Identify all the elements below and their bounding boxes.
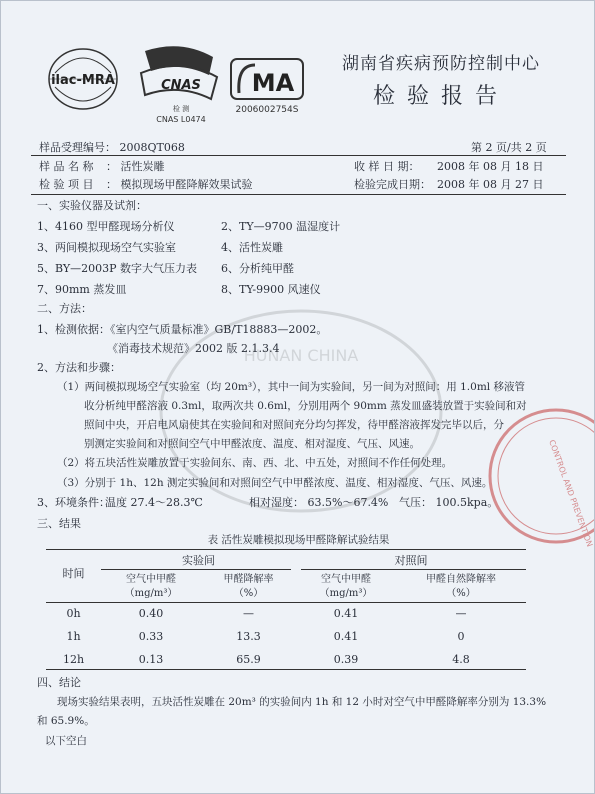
complete-date: 2008 年 08 月 27 日 <box>437 178 544 191</box>
accreditation-logos <box>41 37 311 127</box>
section1-title: 一、实验仪器及试剂： <box>37 199 147 212</box>
cell-exp-rate: 13.3 <box>236 630 261 643</box>
env-label: 3、环境条件： <box>37 496 110 509</box>
group-experiment-header: 实验间 <box>182 554 215 567</box>
header-exp-conc: 空气中甲醛 <box>126 574 176 585</box>
cell-time: 1h <box>66 630 81 643</box>
step3: （3）分别于 1h、12h 测定实验间和对照间空气中甲醛浓度、温度、相对湿度、气压、风速。 <box>57 477 493 489</box>
section4-title: 四、结论 <box>37 676 81 689</box>
header-exp-rate-unit: （%） <box>233 588 264 599</box>
cma-label: MA <box>251 69 295 97</box>
steps-title: 2、方法和步骤： <box>37 361 121 374</box>
table-rule-top <box>46 549 526 550</box>
header-ctrl-rate: 甲醛自然降解率 <box>426 574 496 585</box>
group-rule-ctrl <box>301 569 526 570</box>
test-item: ： 模拟现场甲醛降解效果试验 <box>106 178 253 191</box>
cell-ctrl-rate: 0 <box>457 630 465 643</box>
env-pressure: 气压： 100.5kpa。 <box>399 496 499 509</box>
receive-date-label: 收 样 日 期： <box>354 160 420 173</box>
basis-2: 《消毒技术规范》2002 版 2.1.3.4 <box>107 342 280 355</box>
cell-time: 12h <box>62 653 85 666</box>
complete-date-label: 检验完成日期： <box>354 178 431 191</box>
cma-logo <box>231 59 303 115</box>
report-title: 检验报告 <box>372 84 509 109</box>
instrument-item: 5、BY—2003P 数字大气压力表 <box>37 262 198 275</box>
step1-line1: （1）两间模拟现场空气实验室（均 20m³），其中一间为实验间，另一间为对照间：用 1.0ml 移液管 <box>57 381 525 393</box>
cell-ctrl-conc: 0.39 <box>333 653 359 666</box>
env-temperature: 温度 27.4～28.3℃ <box>105 496 203 509</box>
instrument-item: 4、活性炭雕 <box>221 241 283 254</box>
group-rule-exp <box>101 569 291 570</box>
section2-title: 二、方法： <box>37 302 92 315</box>
official-stamp <box>481 401 595 551</box>
instrument-item: 8、TY-9900 风速仪 <box>221 283 321 296</box>
step1-line2: 收分析纯甲醛溶液 0.3ml，取两次共 0.6ml，分别用两个 90mm 蒸发皿盛装放置于实验间和对 <box>84 400 527 412</box>
conclusion-line2: 和 65.9%。 <box>37 715 95 727</box>
cell-time: 0h <box>66 607 81 620</box>
instrument-item: 3、两间模拟现场空气实验室 <box>37 241 176 254</box>
step2: （2）将五块活性炭雕放置于实验间东、南、西、北、中五处，对照间不作任何处理。 <box>57 457 453 469</box>
blank-below-note: 以下空白 <box>45 735 87 747</box>
header-ctrl-rate-unit: （%） <box>446 588 476 599</box>
cell-ctrl-conc: 0.41 <box>333 607 359 620</box>
sample-name: ： 活性炭雕 <box>106 160 165 173</box>
cnas-sub-2: CNAS L0474 <box>156 115 206 124</box>
cma-number: 2006002754S <box>235 105 299 115</box>
instrument-item: 2、TY—9700 温湿度计 <box>221 220 341 233</box>
conclusion-line1: 现场实验结果表明，五块活性炭雕在 20m³ 的实验间内 1h 和 12 小时对空气中甲醛降解率分别为 13.3% <box>57 696 547 708</box>
cnas-logo <box>141 46 217 124</box>
section3-title: 三、结果 <box>37 517 81 530</box>
sample-name-label: 样 品 名 称 <box>39 160 94 173</box>
stamp-text: CONTROL AND PREVENTION <box>547 438 595 549</box>
cell-exp-rate: — <box>243 607 254 620</box>
cell-ctrl-rate: 4.8 <box>452 653 470 666</box>
cell-exp-conc: 0.13 <box>138 653 164 666</box>
group-control-header: 对照间 <box>394 554 428 567</box>
cell-exp-conc: 0.40 <box>138 607 164 620</box>
cell-ctrl-rate: — <box>455 607 467 620</box>
page-info: 第 2 页/共 2 页 <box>471 141 547 154</box>
instrument-item: 6、分析纯甲醛 <box>221 262 294 275</box>
table-title: 表 活性炭雕模拟现场甲醛降解试验结果 <box>207 534 390 546</box>
cell-exp-rate: 65.9 <box>236 653 261 666</box>
header-exp-conc-unit: （mg/m³） <box>124 588 178 599</box>
cnas-label: CNAS <box>161 78 201 93</box>
divider-meta <box>31 194 566 195</box>
cnas-sub-1: 检 测 <box>172 105 190 113</box>
header-exp-rate: 甲醛降解率 <box>223 574 274 585</box>
org-name: 湖南省疾病预防控制中心 <box>342 54 540 74</box>
env-humidity: 相对湿度： 63.5%～67.4% <box>249 496 389 509</box>
test-item-label: 检 验 项 目 <box>39 178 94 191</box>
step1-line3: 照间中央，开启电风扇使其在实验间和对照间充分均匀挥发，待甲醛溶液挥发完毕以后，分 <box>84 419 504 431</box>
instrument-item: 1、4160 型甲醛现场分析仪 <box>37 220 175 233</box>
header-ctrl-conc: 空气中甲醛 <box>321 574 371 585</box>
step1-line4: 别测定实验间和对照间空气中甲醛浓度、温度、相对湿度、气压、风速。 <box>84 438 420 450</box>
ilac-mra-logo <box>49 49 117 109</box>
col-time-header: 时间 <box>62 567 85 580</box>
divider-top <box>31 155 566 156</box>
watermark-seal <box>151 301 451 521</box>
watermark-text: HUNAN CHINA <box>243 346 359 365</box>
basis-1: 1、检测依据：《室内空气质量标准》GB/T18883—2002。 <box>37 323 328 336</box>
header-ctrl-conc-unit: （mg/m³） <box>319 588 373 599</box>
instrument-item: 7、90mm 蒸发皿 <box>37 283 127 296</box>
receive-date: 2008 年 08 月 18 日 <box>437 160 544 173</box>
cell-exp-conc: 0.33 <box>138 630 164 643</box>
ilac-label: ilac-MRA <box>51 73 115 88</box>
sample-number: 样品受理编号： 2008QT068 <box>39 141 185 154</box>
table-rule-header <box>46 602 526 603</box>
table-rule-bottom <box>46 669 526 670</box>
cell-ctrl-conc: 0.41 <box>333 630 359 643</box>
